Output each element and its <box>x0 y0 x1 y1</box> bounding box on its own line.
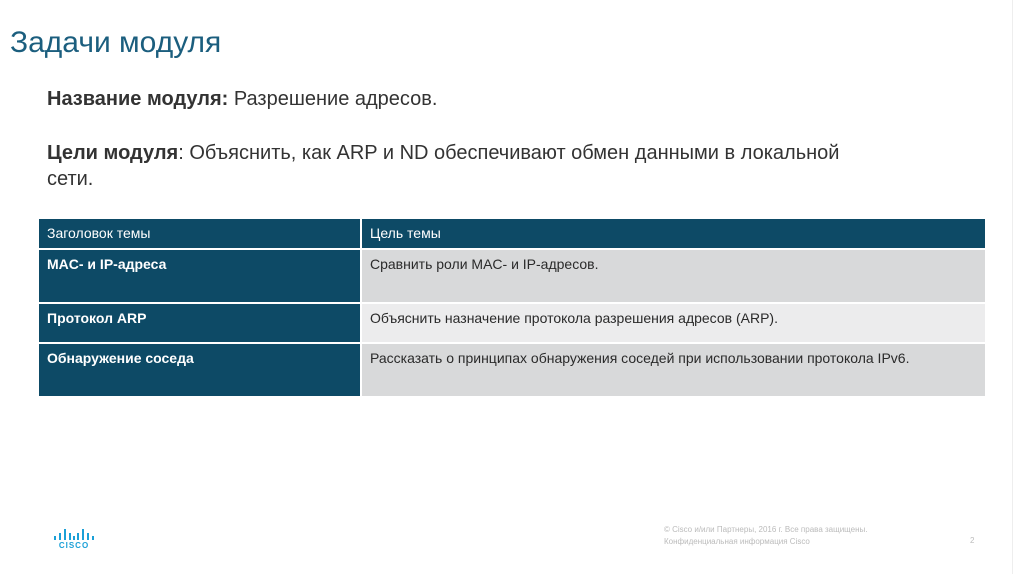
header-topic-goal: Цель темы <box>361 218 986 249</box>
footer-confidential: Конфиденциальная информация Cisco <box>664 537 810 546</box>
page-number: 2 <box>970 536 975 545</box>
cisco-bars-icon <box>53 528 95 540</box>
cisco-logo-text: CISCO <box>58 541 90 550</box>
footer-legal <box>664 524 924 548</box>
slide-edge-divider <box>1012 0 1013 574</box>
table-row <box>38 303 986 343</box>
cisco-logo <box>53 528 95 552</box>
topics-table <box>37 217 987 398</box>
topic-title-cell: Обнаружение соседа <box>38 343 361 397</box>
topic-title-cell: MAC- и IP-адреса <box>38 249 361 303</box>
module-goals-label: Цели модуля <box>47 142 179 164</box>
module-goals-line <box>47 140 877 192</box>
page-title: Задачи модуля <box>10 26 222 59</box>
module-name-label: Название модуля: <box>47 88 229 110</box>
table-row <box>38 249 986 303</box>
module-name-line <box>47 86 877 112</box>
footer-copyright: © Cisco и/или Партнеры, 2016 г. Все права защищены. <box>664 525 868 534</box>
module-goals-value: : Объяснить, как ARP и ND обеспечивают обмен данными в локальной сети. <box>47 142 840 190</box>
module-name-value: Разрешение адресов. <box>228 88 438 110</box>
topic-title-cell: Протокол ARP <box>38 303 361 343</box>
topic-goal-cell: Рассказать о принципах обнаружения соседей при использовании протокола IPv6. <box>361 343 986 397</box>
topic-goal-cell: Объяснить назначение протокола разрешения адресов (ARP). <box>361 303 986 343</box>
table-header-row <box>38 218 986 249</box>
header-topic-title: Заголовок темы <box>38 218 361 249</box>
topic-goal-cell: Сравнить роли MAC- и IP-адресов. <box>361 249 986 303</box>
table-row <box>38 343 986 397</box>
